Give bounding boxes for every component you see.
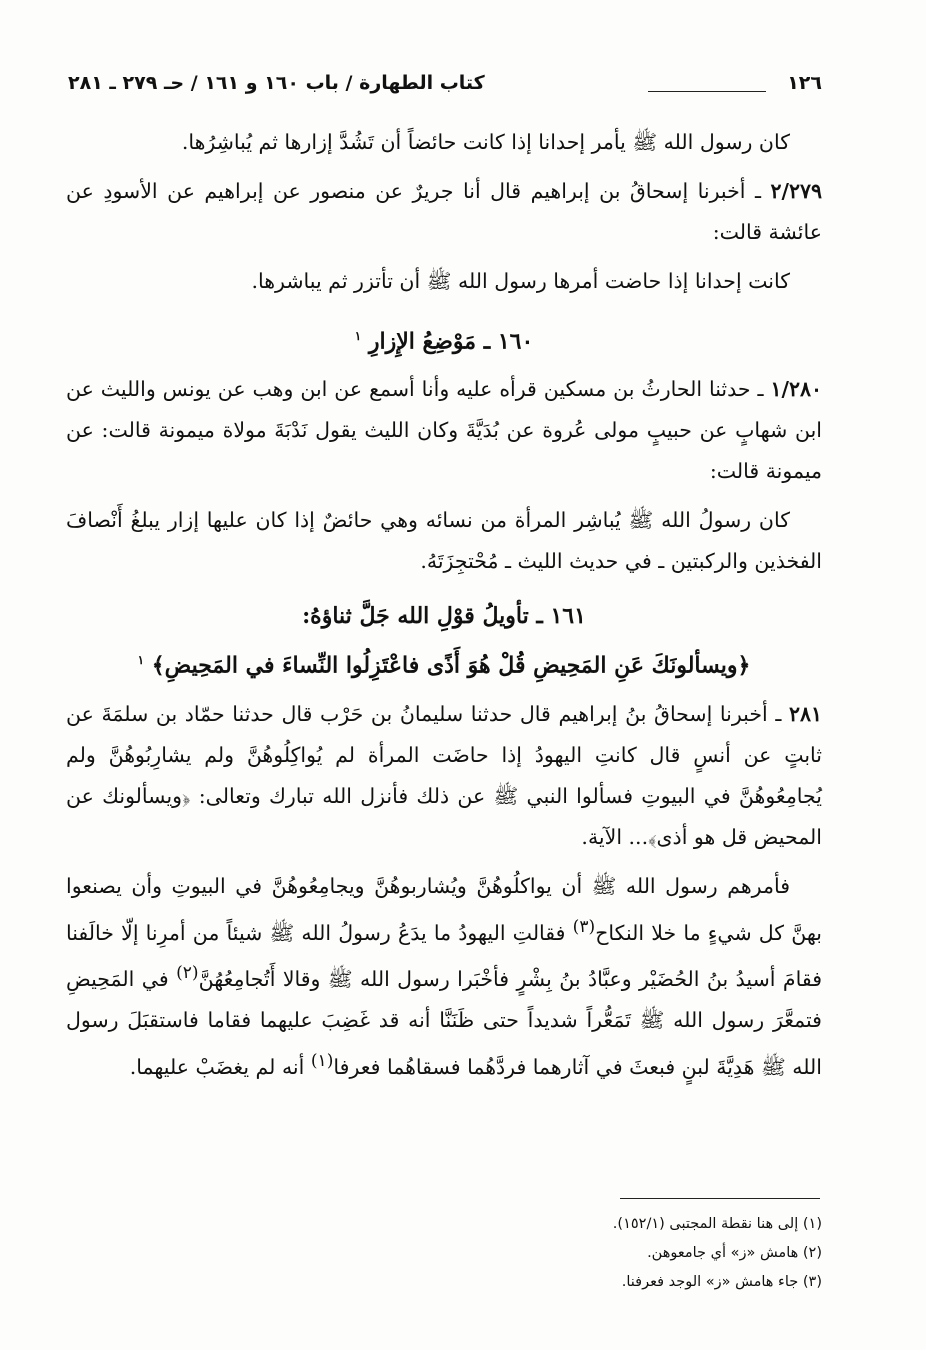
chapter-heading-160 xyxy=(66,314,822,363)
main-text xyxy=(66,122,822,1088)
page-header xyxy=(68,70,822,102)
footnote-separator xyxy=(620,1198,820,1199)
footnotes xyxy=(322,1210,822,1297)
hadith-number: ٢٨١ xyxy=(788,701,822,726)
hadith-number: ٢/٢٧٩ xyxy=(770,179,822,203)
paragraph-5: كان رسولُ الله ﷺ يُباشِر المرأة من نسائه وهي حائضٌ إذا كان عليها إزار يبلغُ أَنْصافَ الفخذين والركبتين ـ في حديث الليث ـ مُحْتجِزَتَهُ. xyxy=(66,508,822,574)
chapter-title: ١٦٠ ـ مَوْضِعُ الإِزارِ xyxy=(368,328,534,355)
hadith-text: ـ أخبرنا إسحاقُ بنُ إبراهيم قال حدثنا سليمانُ بن حَرْب قال حدثنا حمّاد بن سلمَةَ عن ثابتٍ عن أنسٍ قال كانتِ اليهودُ إذا حاضَت المرأة لم يُواكِلُوهُنَّ ولم يشارِبُوهُنَّ ولم يُجامِعُوهُنَّ في البيوتِ فسألوا النبي ﷺ عن ذلك فأنزل الله تبارك وتعالى: ﴿ويسألونك عن المحيض قل هو أذى﴾... الآية. xyxy=(66,701,822,849)
text-segment: فأمرهم رسول الله ﷺ أن يواكلُوهُنَّ ويُشاربوهُنَّ ويجامِعُوهُنَّ في البيوتِ وأن يصنعوا بهنَّ كل شيءٍ ما خلا النكاح xyxy=(66,873,822,945)
running-title: كتاب الطهارة / باب ١٦٠ و ١٦١ / حـ ٢٧٩ ـ ٢٨١ xyxy=(68,72,485,94)
hadith-number: ١/٢٨٠ xyxy=(770,377,822,402)
quran-verse xyxy=(66,638,822,687)
hadith-280-1 xyxy=(66,369,822,492)
chapter-title: ١٦١ ـ تأويلُ قوْلِ الله جَلَّ ثناؤهُ: xyxy=(302,603,586,630)
text-segment: في المَحِيضِ فتمعَّرَ رسول الله ﷺ تَمَعُّراً شديداً حتى ظَنَنَّا أنه قد غَضِبَ عليهما فقاما فاستقبَلَ رسول الله ﷺ هَدِيَّةَ لبنٍ فبعثَ في آثارهما فردَّهُما فسقاهُما فعرفا xyxy=(66,967,822,1080)
page-number: ١٢٦ xyxy=(787,72,822,94)
footnote: (١) إلى هنا نقطة المجتبى (١٥٢/١). xyxy=(612,1216,822,1232)
text-segment: فقالتِ اليهودُ ما يدَعُ رسولُ الله ﷺ شيئاً من أمرِنا إلّا خالَفنا فقامَ أسيدُ بنُ الحُضَيْر وعبَّادُ بنُ بِشْرٍ فأخْبَرا رسول الله ﷺ وقالا أَتُجامِعُهُنَّ xyxy=(66,920,822,992)
footnote-ref: (٣) xyxy=(572,916,596,937)
paragraph-1: كان رسول الله ﷺ يأمر إحدانا إذا كانت حائضاً أن تَشُدَّ إزارها ثم يُباشِرُها. xyxy=(181,130,790,154)
header-rule xyxy=(648,91,766,92)
hadith-text: ـ حدثنا الحارثُ بن مسكين قرأه عليه وأنا أسمع عن ابن وهب عن يونس والليث عن ابن شهابٍ عن حبيبٍ مولى عُروة عن بُدَيَّةَ وكان الليث يقول نَدْبَةَ مولاة ميمونة قالت: عن ميمونة قالت: xyxy=(66,377,822,484)
paragraph-3: كانت إحدانا إذا حاضت أمرها رسول الله ﷺ أن تأتزر ثم يباشرها. xyxy=(251,269,790,293)
footnote: (٣) جاء هامش «ز» الوجد فعرفنا. xyxy=(621,1274,822,1290)
footnote-ref: ١ xyxy=(137,653,145,668)
footnote-ref: ١ xyxy=(354,329,362,343)
footnote-ref: (٢) xyxy=(176,963,199,984)
paragraph-7 xyxy=(66,866,822,1088)
chapter-heading-161 xyxy=(66,594,822,687)
hadith-281 xyxy=(66,694,822,858)
verse-text: ﴿ويسألونَكَ عَنِ المَحِيضِ قُلْ هُوَ أَذًى فاعْتَزِلُوا النِّساءَ في المَحِيضِ﴾ xyxy=(151,652,751,679)
hadith-text: ـ أخبرنا إسحاقُ بن إبراهيم قال أنا جريرٌ عن منصور عن إبراهيم عن الأسودِ عن عائشة قالت: xyxy=(66,179,822,244)
hadith-279-2 xyxy=(66,171,822,253)
footnote-ref: (١) xyxy=(310,1051,334,1072)
text-segment: أنه لم يغضَبْ عليهما. xyxy=(129,1055,305,1080)
footnote: (٢) هامش «ز» أي جامعوهن. xyxy=(647,1245,822,1261)
